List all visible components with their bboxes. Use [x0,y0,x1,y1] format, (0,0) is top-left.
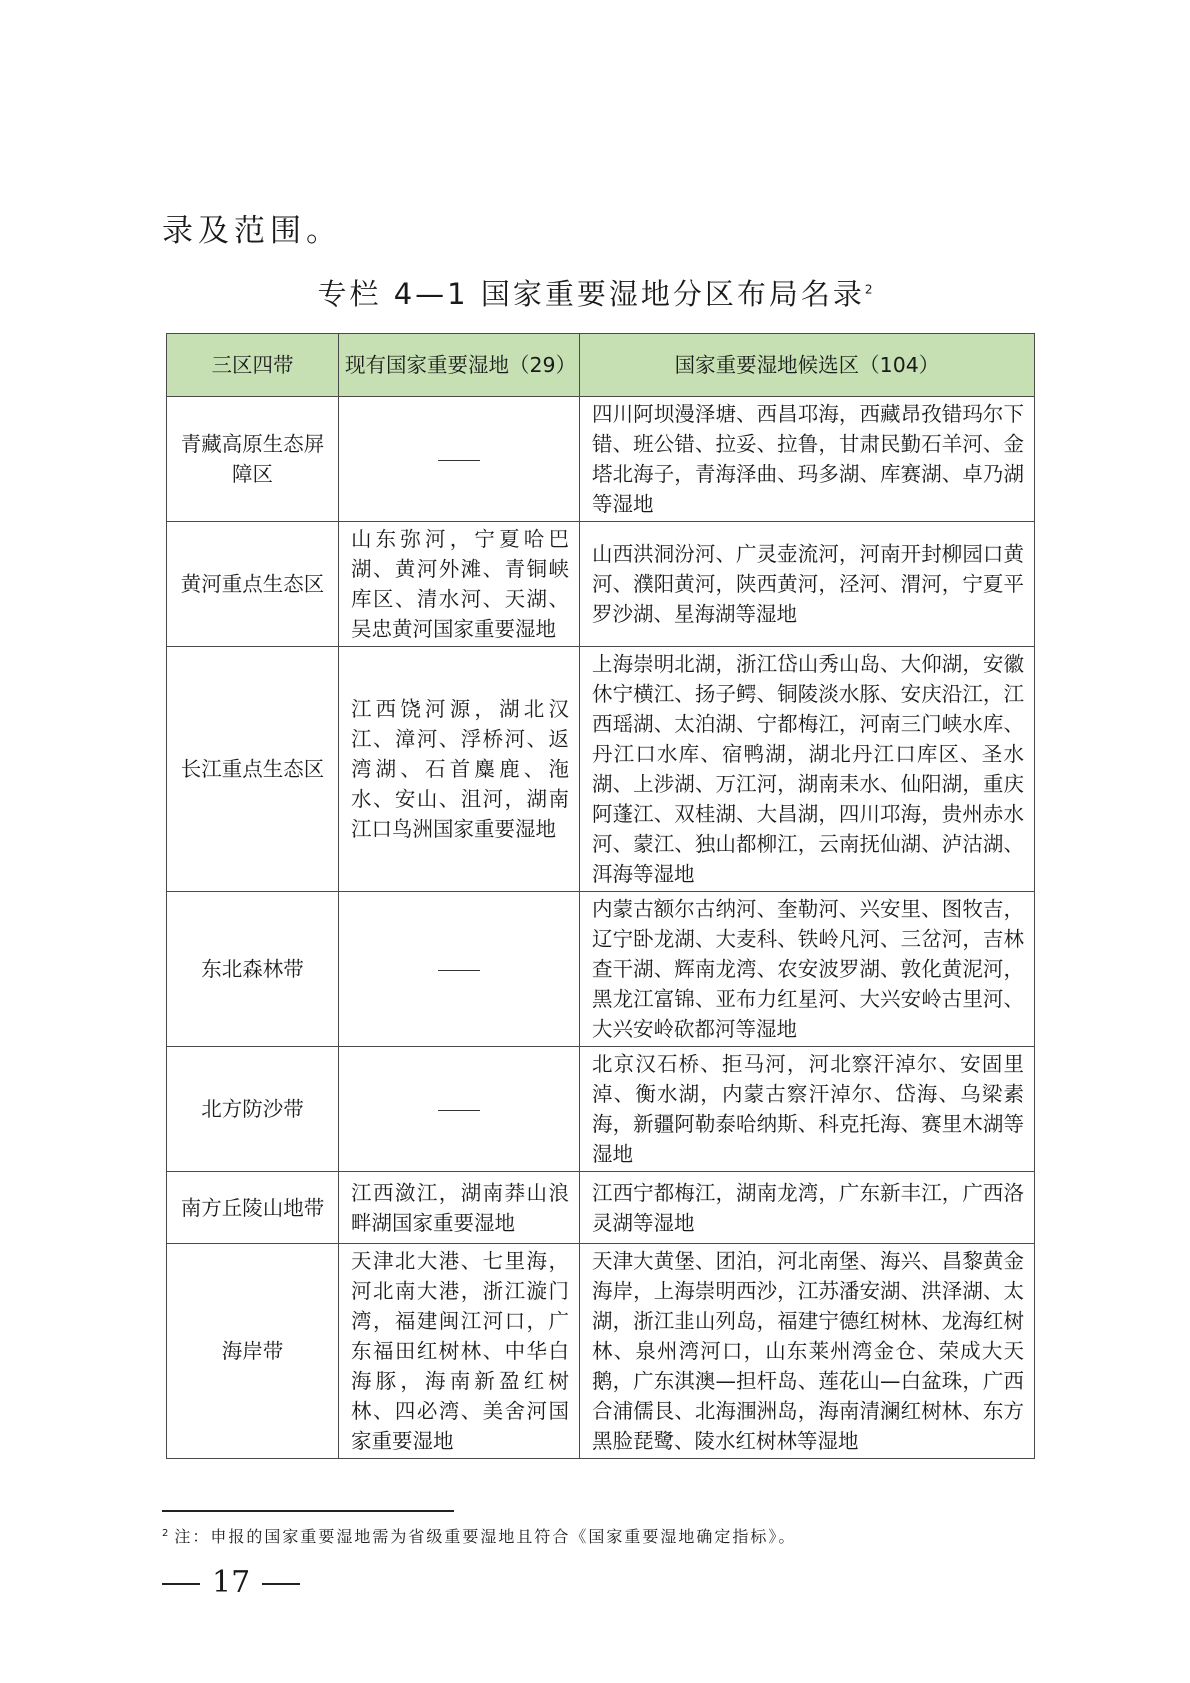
header-zone: 三区四带 [167,334,339,397]
empty-dash [438,460,480,461]
page-number-value: 17 [212,1565,251,1600]
table-caption [0,272,1190,313]
table-row [167,1244,1035,1459]
existing-cell: 江西饶河源，湖北汉江、漳河、浮桥河、返湾湖、石首麋鹿、沲水、安山、沮河，湖南江口鸟洲国家重要湿地 [339,647,580,892]
existing-cell-empty [339,397,580,522]
candidates-cell: 四川阿坝漫泽塘、西昌邛海，西藏昂孜错玛尔下错、班公错、拉妥、拉鲁，甘肃民勤石羊河、金塔北海子，青海泽曲、玛多湖、库赛湖、卓乃湖等湿地 [580,397,1035,522]
footnote-divider [162,1510,454,1512]
page-dash-left [162,1583,200,1585]
existing-cell-empty [339,1047,580,1172]
zone-cell: 东北森林带 [167,892,339,1047]
page-dash-right [262,1583,300,1585]
existing-cell: 天津北大港、七里海，河北南大港，浙江漩门湾，福建闽江河口，广东福田红树林、中华白海豚，海南新盈红树林、四必湾、美舍河国家重要湿地 [339,1244,580,1459]
candidates-cell: 江西宁都梅江，湖南龙湾，广东新丰江，广西洛灵湖等湿地 [580,1172,1035,1244]
page-number [162,1565,312,1600]
zone-cell: 海岸带 [167,1244,339,1459]
table-row [167,647,1035,892]
footnote-marker: 2 [162,1527,169,1539]
zone-cell: 青藏高原生态屏障区 [167,397,339,522]
table-header-row [167,334,1035,397]
candidates-cell: 上海崇明北湖，浙江岱山秀山岛、大仰湖，安徽休宁横江、扬子鳄、铜陵淡水豚、安庆沿江，江西瑶湖、太泊湖、宁都梅江，河南三门峡水库、丹江口水库、宿鸭湖，湖北丹江口库区、圣水湖、上涉湖、万江河，湖南耒水、仙阳湖，重庆阿蓬江、双桂湖、大昌湖，四川邛海，贵州赤水河、蒙江、独山都柳江，云南抚仙湖、泸沽湖、洱海等湿地 [580,647,1035,892]
zone-cell: 南方丘陵山地带 [167,1172,339,1244]
table-row [167,1172,1035,1244]
footnote-text: 注：申报的国家重要湿地需为省级重要湿地且符合《国家重要湿地确定指标》。 [174,1527,797,1546]
empty-dash [438,970,480,971]
candidates-cell: 山西洪洞汾河、广灵壶流河，河南开封柳园口黄河、濮阳黄河，陕西黄河，泾河、渭河，宁夏平罗沙湖、星海湖等湿地 [580,522,1035,647]
table-row [167,522,1035,647]
header-existing: 现有国家重要湿地（29） [339,334,580,397]
table-row [167,1047,1035,1172]
header-candidates: 国家重要湿地候选区（104） [580,334,1035,397]
footnote [162,1524,796,1547]
table-row [167,892,1035,1047]
candidates-cell: 北京汉石桥、拒马河，河北察汗淖尔、安固里淖、衡水湖，内蒙古察汗淖尔、岱海、乌梁素海，新疆阿勒泰哈纳斯、科克托海、赛里木湖等湿地 [580,1047,1035,1172]
candidates-cell: 天津大黄堡、团泊，河北南堡、海兴、昌黎黄金海岸，上海崇明西沙，江苏潘安湖、洪泽湖、太湖，浙江韭山列岛，福建宁德红树林、龙海红树林、泉州湾河口，山东莱州湾金仓、荣成大天鹅，广东淇澳—担杆岛、莲花山—白盆珠，广西合浦儒艮、北海涠洲岛，海南清澜红树林、东方黑脸琵鹭、陵水红树林等湿地 [580,1244,1035,1459]
wetland-table [166,333,1035,1459]
zone-cell: 黄河重点生态区 [167,522,339,647]
lead-text: 录及范围。 [162,213,342,249]
existing-cell-empty [339,892,580,1047]
table-row [167,397,1035,522]
candidates-cell: 内蒙古额尔古纳河、奎勒河、兴安里、图牧吉，辽宁卧龙湖、大麦科、铁岭凡河、三岔河，吉林查干湖、辉南龙湾、农安波罗湖、敦化黄泥河，黑龙江富锦、亚布力红星河、大兴安岭古里河、大兴安岭砍都河等湿地 [580,892,1035,1047]
zone-cell: 北方防沙带 [167,1047,339,1172]
caption-text: 专栏 4—1 国家重要湿地分区布局名录 [317,277,865,311]
zone-cell: 长江重点生态区 [167,647,339,892]
caption-footnote-ref: 2 [864,282,873,297]
existing-cell: 山东弥河，宁夏哈巴湖、黄河外滩、青铜峡库区、清水河、天湖、吴忠黄河国家重要湿地 [339,522,580,647]
existing-cell: 江西潋江，湖南莽山浪畔湖国家重要湿地 [339,1172,580,1244]
empty-dash [438,1110,480,1111]
